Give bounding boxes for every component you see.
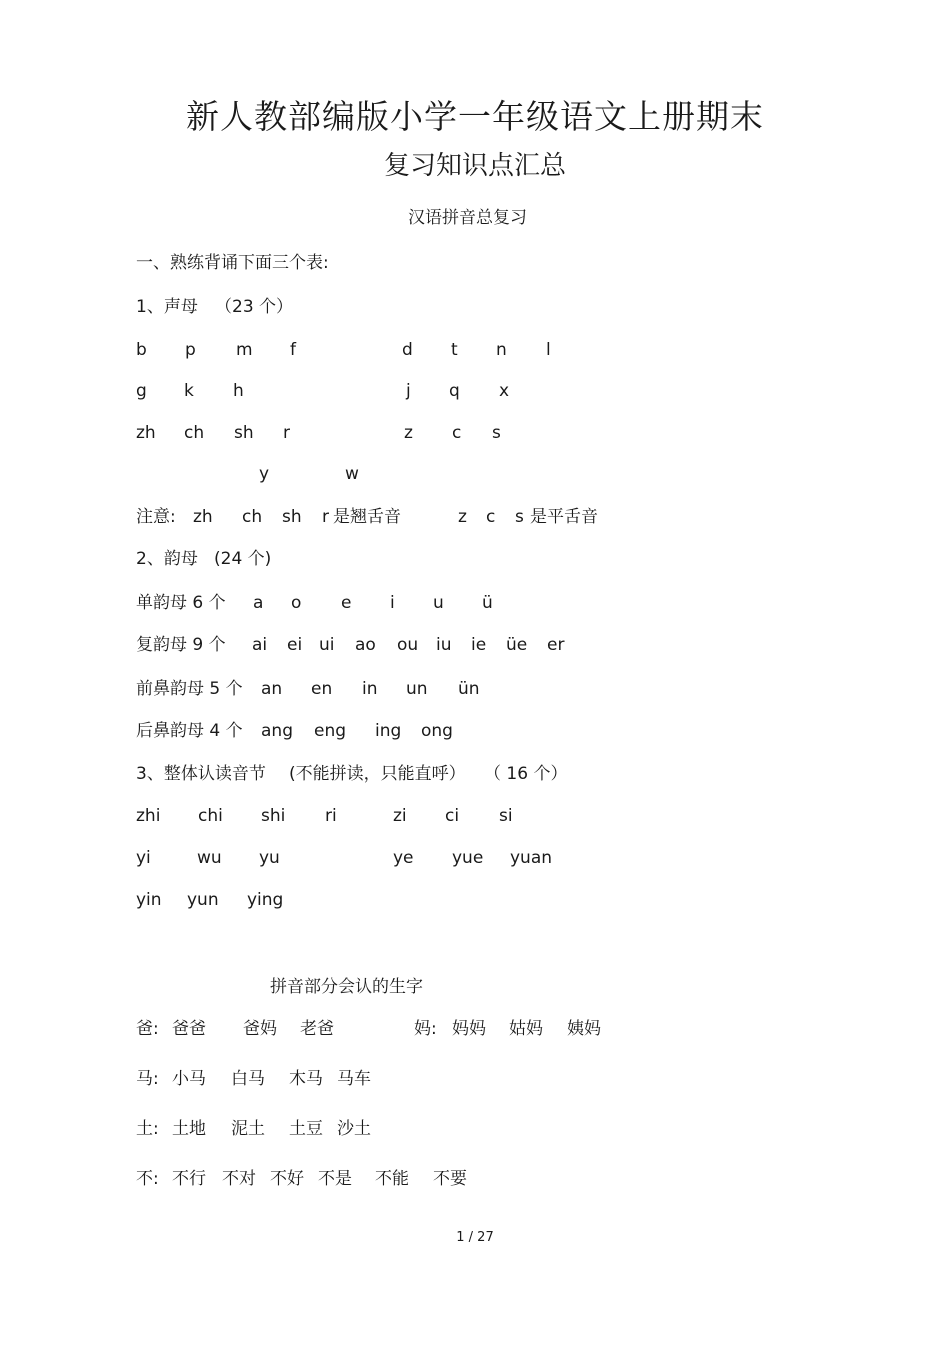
word-item: 马车 xyxy=(337,1069,371,1089)
word-item: 不行 xyxy=(172,1169,206,1189)
shengmu-item: x xyxy=(499,381,510,401)
word-item: 不是 xyxy=(318,1169,352,1189)
shengmu-item: r xyxy=(283,423,290,443)
shengmu-item: d xyxy=(402,340,413,360)
word-item: 小马 xyxy=(172,1069,206,1089)
word-item: 沙土 xyxy=(337,1119,371,1139)
yunmu-item: o xyxy=(291,593,302,613)
note-juanshe-text: 是翘舌音 xyxy=(333,507,401,527)
yunmu-item: er xyxy=(547,635,565,655)
shengmu-item: g xyxy=(136,381,147,401)
shengmu-item: m xyxy=(236,340,253,360)
zhengti-note: (不能拼读，只能直呼） xyxy=(289,764,466,784)
note-item: zh xyxy=(193,507,213,527)
shengmu-item: f xyxy=(290,340,296,360)
zhengti-item: ci xyxy=(445,806,460,826)
yunmu-count: (24 个) xyxy=(214,549,272,569)
note-item: c xyxy=(486,507,496,527)
yunmu-row-label: 前鼻韵母 5 个 xyxy=(136,679,243,699)
zhengti-item: ye xyxy=(393,848,414,868)
yunmu-row-label: 复韵母 9 个 xyxy=(136,635,226,655)
shengmu-item: c xyxy=(452,423,462,443)
zhengti-item: si xyxy=(499,806,513,826)
word-char: 爸: xyxy=(136,1019,159,1039)
note-item: sh xyxy=(282,507,302,527)
yunmu-item: an xyxy=(261,679,283,699)
shengmu-item: s xyxy=(492,423,501,443)
word-char: 马: xyxy=(136,1069,159,1089)
shengmu-item: w xyxy=(345,464,359,484)
word-item: 不对 xyxy=(222,1169,256,1189)
zhengti-item: zhi xyxy=(136,806,161,826)
shengmu-item: sh xyxy=(234,423,254,443)
yunmu-item: i xyxy=(390,593,395,613)
shengmu-item: l xyxy=(546,340,551,360)
shengmu-item: b xyxy=(136,340,147,360)
shengmu-item: t xyxy=(451,340,458,360)
yunmu-item: iu xyxy=(436,635,452,655)
word-item: 不好 xyxy=(270,1169,304,1189)
shengmu-item: h xyxy=(233,381,244,401)
yunmu-item: un xyxy=(406,679,428,699)
note-item: ch xyxy=(242,507,263,527)
shengmu-item: zh xyxy=(136,423,156,443)
shengmu-item: n xyxy=(496,340,507,360)
yunmu-label: 2、韵母 xyxy=(136,549,198,569)
note-item: z xyxy=(458,507,467,527)
yunmu-item: ai xyxy=(252,635,268,655)
shengmu-item: k xyxy=(184,381,194,401)
zhengti-count: （ 16 个） xyxy=(484,764,568,784)
word-item: 姑妈 xyxy=(509,1019,543,1039)
yunmu-item: in xyxy=(362,679,378,699)
word-char: 不: xyxy=(136,1169,159,1189)
shengmu-item: y xyxy=(259,464,270,484)
zhengti-item: yin xyxy=(136,890,162,910)
word-item: 白马 xyxy=(231,1069,265,1089)
note-label: 注意: xyxy=(136,507,176,527)
zhengti-item: yun xyxy=(187,890,219,910)
yunmu-item: ing xyxy=(375,721,402,741)
yunmu-item: en xyxy=(311,679,333,699)
zhengti-item: chi xyxy=(198,806,223,826)
shengmu-item: ch xyxy=(184,423,205,443)
zhengti-label: 3、整体认读音节 xyxy=(136,764,266,784)
intro-line: 一、熟练背诵下面三个表: xyxy=(136,253,329,273)
shengmu-label: 1、声母 xyxy=(136,297,198,317)
word-item: 不要 xyxy=(433,1169,467,1189)
shengmu-item: j xyxy=(406,381,411,401)
yunmu-row-label: 单韵母 6 个 xyxy=(136,593,226,613)
zhengti-item: ying xyxy=(247,890,284,910)
yunmu-item: ang xyxy=(261,721,293,741)
word-item: 爸妈 xyxy=(243,1019,277,1039)
document-subtitle: 复习知识点汇总 xyxy=(383,151,566,181)
zhengti-item: ri xyxy=(325,806,337,826)
yunmu-item: ou xyxy=(397,635,419,655)
word-item: 不能 xyxy=(375,1169,409,1189)
yunmu-row-label: 后鼻韵母 4 个 xyxy=(136,721,243,741)
yunmu-item: eng xyxy=(314,721,347,741)
yunmu-item: ui xyxy=(319,635,335,655)
shengmu-count: （23 个） xyxy=(215,297,294,317)
zhengti-item: yuan xyxy=(510,848,553,868)
zhengti-item: yu xyxy=(259,848,280,868)
yunmu-item: ü xyxy=(482,593,493,613)
zhengti-item: shi xyxy=(261,806,286,826)
zhengti-item: yi xyxy=(136,848,151,868)
shengmu-item: p xyxy=(185,340,196,360)
word-item: 木马 xyxy=(289,1069,323,1089)
zhengti-item: wu xyxy=(197,848,222,868)
yunmu-item: ün xyxy=(458,679,480,699)
word-item: 姨妈 xyxy=(567,1019,601,1039)
note-item: r xyxy=(322,507,329,527)
word-char: 土: xyxy=(136,1119,159,1139)
yunmu-item: e xyxy=(341,593,352,613)
yunmu-item: ei xyxy=(287,635,303,655)
zhengti-item: yue xyxy=(452,848,484,868)
word-item: 土地 xyxy=(172,1119,206,1139)
document-title: 新人教部编版小学一年级语文上册期末 xyxy=(186,97,764,136)
word-item: 土豆 xyxy=(289,1119,323,1139)
yunmu-item: ong xyxy=(421,721,453,741)
zhengti-item: zi xyxy=(393,806,407,826)
page-number: 1 / 27 xyxy=(456,1230,494,1245)
yunmu-item: a xyxy=(253,593,264,613)
yunmu-item: ie xyxy=(471,635,487,655)
section-heading-words: 拼音部分会认的生字 xyxy=(270,977,423,997)
word-item: 泥土 xyxy=(231,1119,265,1139)
shengmu-item: z xyxy=(404,423,413,443)
yunmu-item: üe xyxy=(506,635,528,655)
yunmu-item: u xyxy=(433,593,444,613)
word-char: 妈: xyxy=(414,1019,437,1039)
word-item: 爸爸 xyxy=(172,1019,206,1039)
note-pingshe-text: 是平舌音 xyxy=(530,507,598,527)
word-item: 妈妈 xyxy=(452,1019,486,1039)
shengmu-item: q xyxy=(449,381,460,401)
word-item: 老爸 xyxy=(300,1019,334,1039)
yunmu-item: ao xyxy=(355,635,376,655)
note-item: s xyxy=(515,507,524,527)
section-heading-pinyin: 汉语拼音总复习 xyxy=(408,208,527,228)
